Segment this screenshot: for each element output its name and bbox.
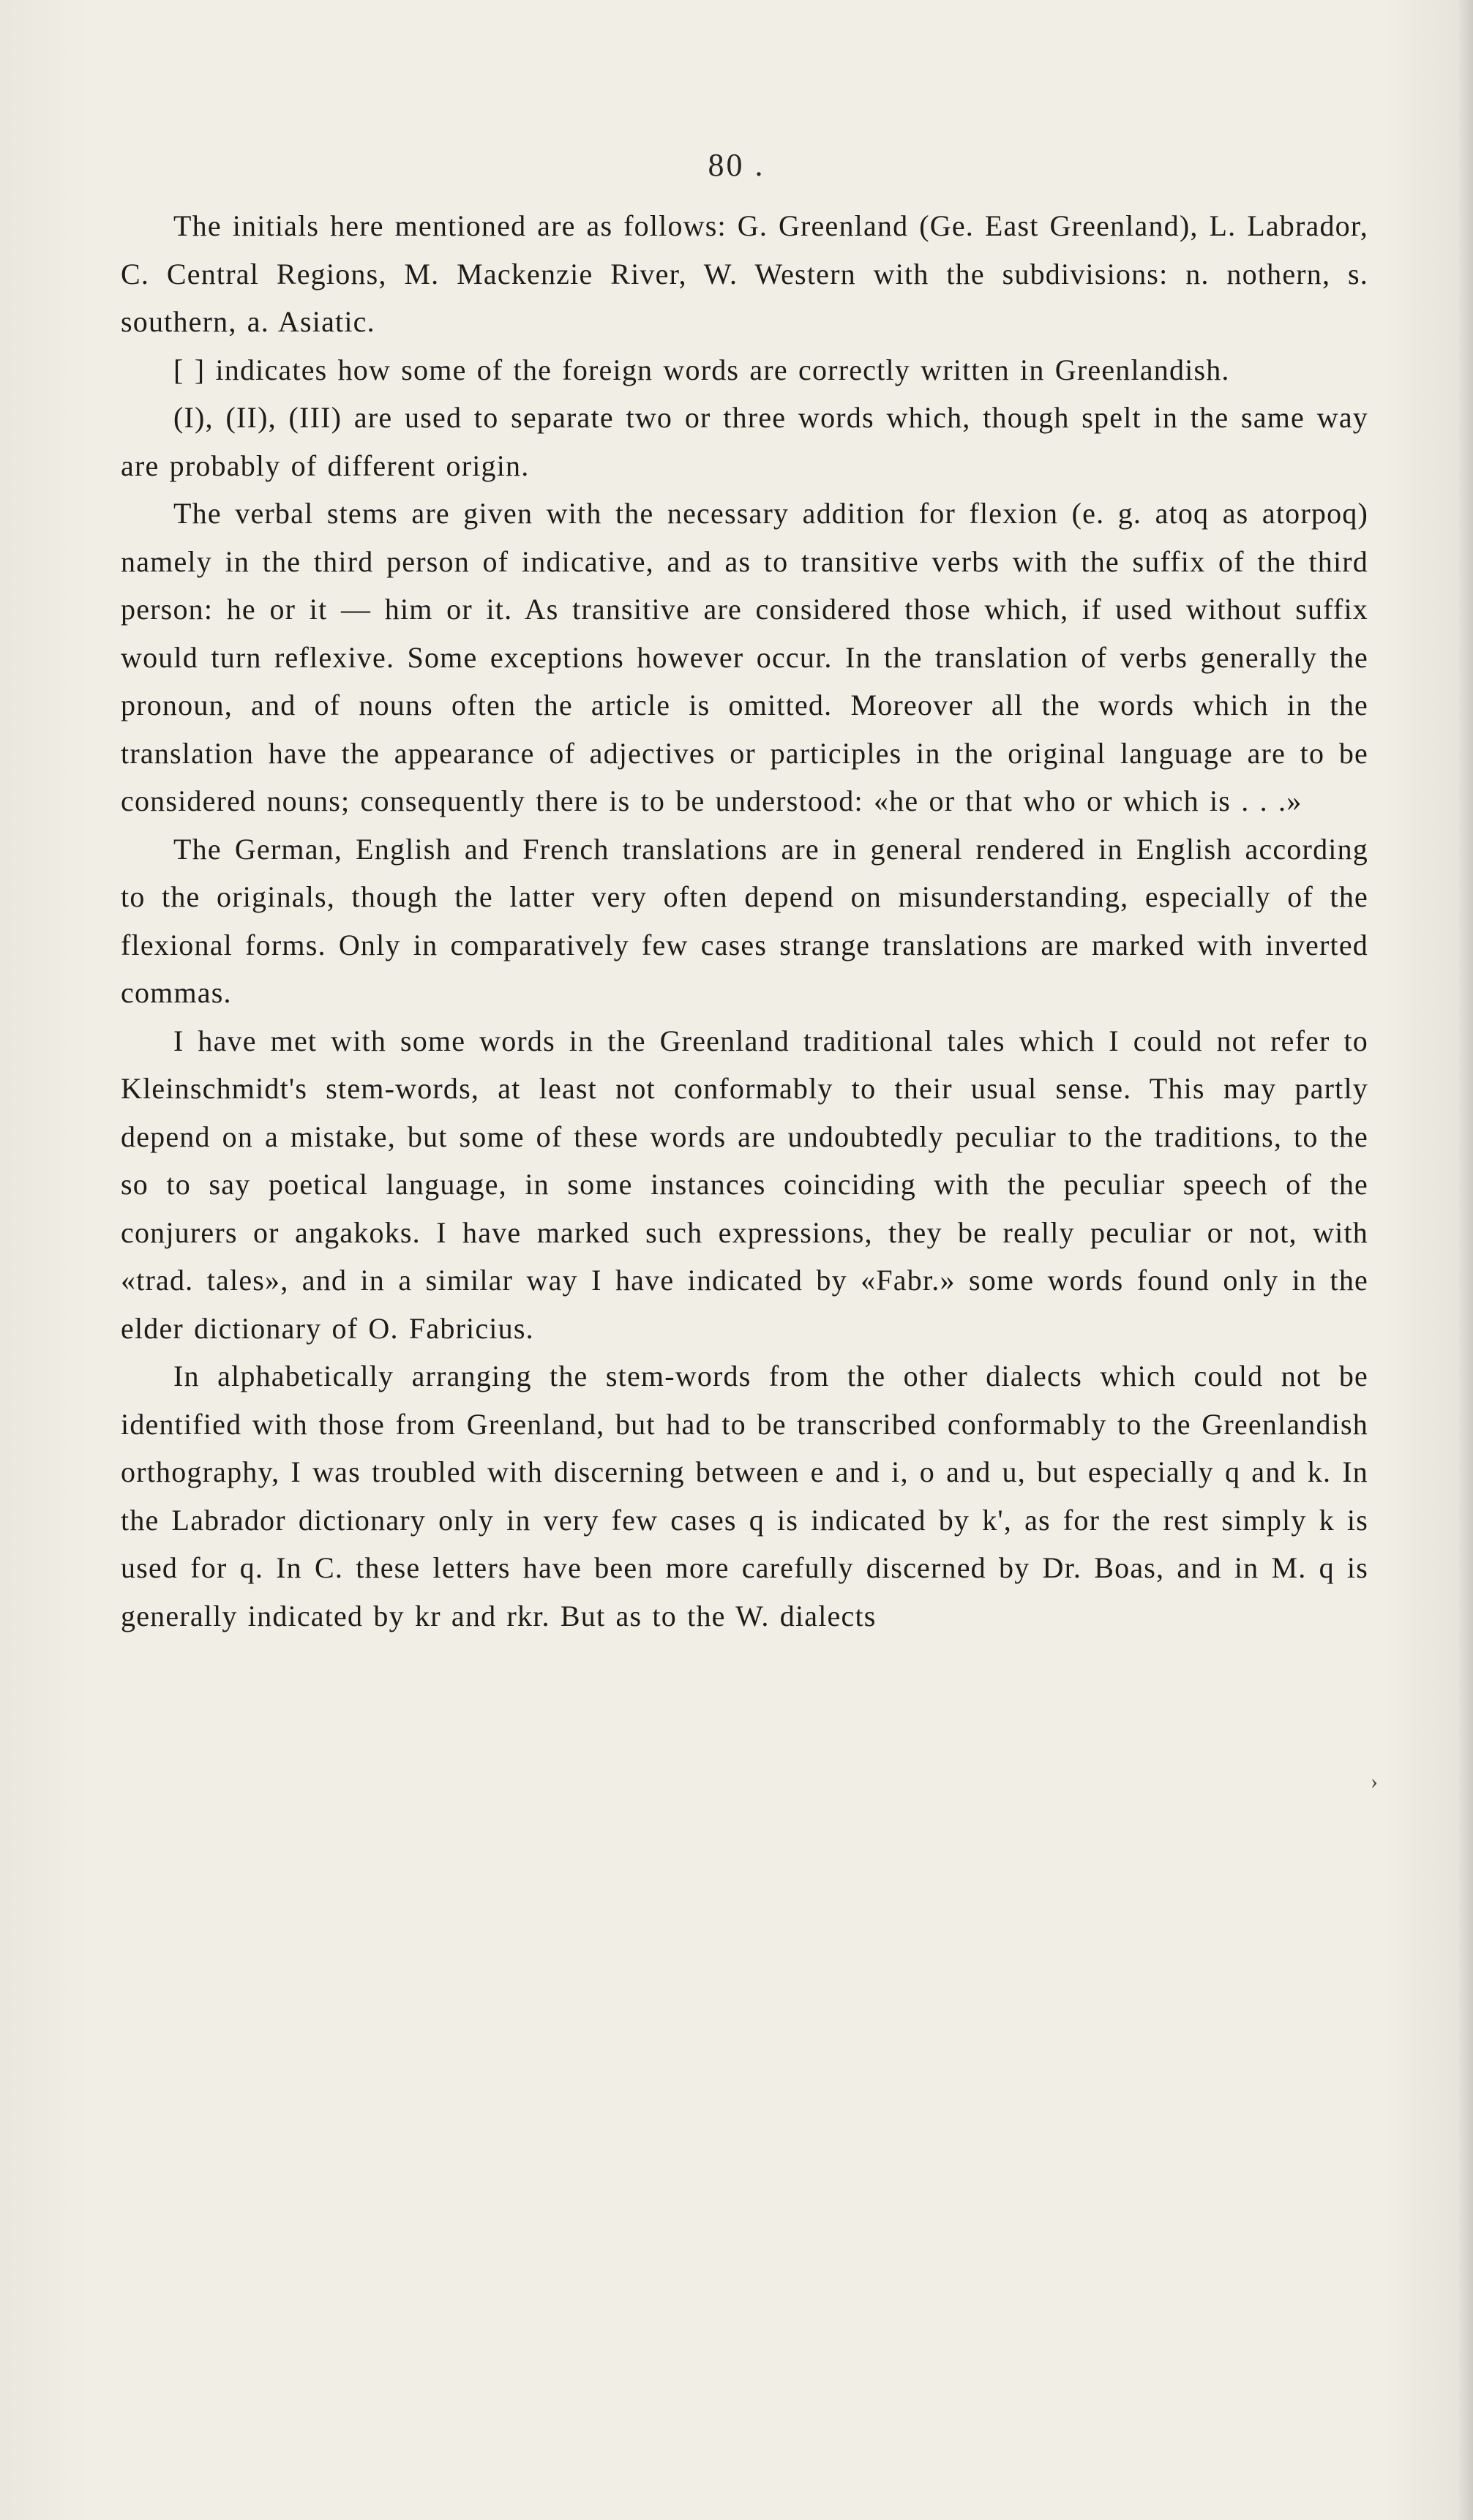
- paragraph-initials: The initials here mentioned are as follows: G. Greenland (Ge. East Greenland), L. Labrador, C. Central Regions, M. Mackenzie River, W. Western with the subdivisions: n. nothern, s. southern, a. Asiatic.: [121, 209, 1368, 338]
- page-number: 80 .: [708, 147, 765, 183]
- paragraph-translations: The German, English and French translations are in general rendered in English according to the originals, though the latter very often depend on misunderstanding, especially of the flexional forms. Only in comparatively few cases strange translations are marked with inverted commas.: [121, 832, 1368, 1009]
- body-text: [121, 202, 1368, 1640]
- margin-mark: ›: [1371, 1769, 1378, 1793]
- paragraph-brackets: [ ] indicates how some of the foreign words are correctly written in Greenlandish.: [173, 353, 1230, 386]
- page-edge-shadow: [1457, 0, 1473, 2520]
- paragraph-alphabetical-arrangement: In alphabetically arranging the stem-words from the other dialects which could not be identified with those from Greenland, but had to be transcribed conformably to the Greenlandish orthography, I was troubled with discerning between e and i, o and u, but especially q and k. In the Labrador dictionary only in very few cases q is indicated by k', as for the rest simply k is used for q. In C. these letters have been more carefully discerned by Dr. Boas, and in M. q is generally indicated by kr and rkr. But as to the W. dialects: [121, 1360, 1368, 1632]
- paragraph-traditional-tales: I have met with some words in the Greenland traditional tales which I could not refer to Kleinschmidt's stem-words, at least not conformably to their usual sense. This may partly depend on a mistake, but some of these words are undoubtedly peculiar to the traditions, to the so to say poetical language, in some instances coinciding with the peculiar speech of the conjurers or angakoks. I have marked such expressions, they be really peculiar or not, with «trad. tales», and in a similar way I have indicated by «Fabr.» some words found only in the elder dictionary of O. Fabricius.: [121, 1024, 1368, 1345]
- paragraph-verbal-stems: The verbal stems are given with the necessary addition for flexion (e. g. atoq as atorpoq) namely in the third person of indicative, and as to transitive verbs with the suffix of the third person: he or it — him or it. As transitive are considered those which, if used without suffix would turn reflexive. Some exceptions however occur. In the translation of verbs generally the pronoun, and of nouns often the article is omitted. Moreover all the words which in the translation have the appearance of adjectives or participles in the original language are to be considered nouns; consequently there is to be understood: «he or that who or which is . . .»: [121, 497, 1368, 817]
- paragraph-roman-numerals: (I), (II), (III) are used to separate two or three words which, though spelt in the same way are probably of different origin.: [121, 401, 1368, 482]
